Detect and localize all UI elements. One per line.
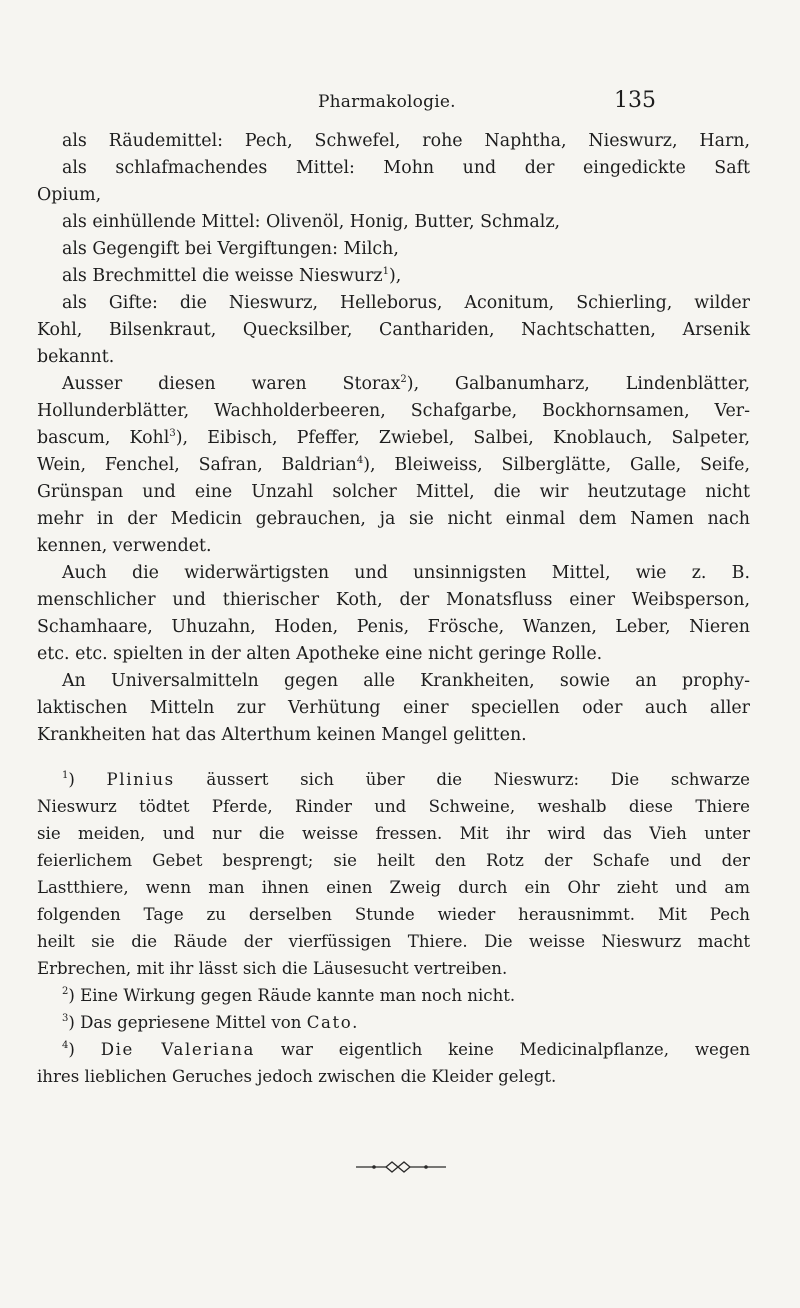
text-line: mehr in der Medicin gebrauchen, ja sie nicht einmal dem Namen nach bbox=[37, 509, 750, 529]
footnote-mark: 4 bbox=[62, 1040, 69, 1051]
text-line: kennen, verwendet. bbox=[37, 536, 212, 556]
plant-name: Die Valeriana bbox=[100, 1040, 255, 1059]
page-number: 135 bbox=[614, 88, 656, 113]
text-line: als Gegengift bei Vergiftungen: Milch, bbox=[62, 239, 399, 259]
footnote-3: $^3$) Das gepriesene Mittel von Cato. bbox=[62, 1013, 359, 1032]
footnote-ref: 3 bbox=[169, 428, 176, 439]
text-line: Auch die widerwärtigsten und unsinnigsten Mittel, wie z. B. bbox=[62, 563, 750, 583]
text-line: An Universalmitteln gegen alle Krankheiten, sowie an prophy- bbox=[62, 671, 750, 691]
text-line: bekannt. bbox=[37, 347, 115, 367]
text-line: bascum, Kohl$^3$), Eibisch, Pfeffer, Zwiebel, Salbei, Knoblauch, Salpeter, bbox=[37, 428, 750, 448]
page-header bbox=[0, 88, 800, 118]
footnote-line: Lastthiere, wenn man ihnen einen Zweig durch ein Ohr zieht und am bbox=[37, 878, 750, 897]
footnote-line: ihres lieblichen Geruches jedoch zwischen die Kleider gelegt. bbox=[37, 1067, 557, 1086]
footnote-2: $^2$) Eine Wirkung gegen Räude kannte man noch nicht. bbox=[62, 986, 516, 1005]
footnote-mark: 3 bbox=[62, 1013, 69, 1024]
footnote-ref: 4 bbox=[356, 455, 364, 466]
footnote-line: feierlichem Gebet besprengt; sie heilt den Rotz der Schafe und der bbox=[37, 851, 750, 870]
footnote-line: sie meiden, und nur die weisse fressen. Mit ihr wird das Vieh unter bbox=[37, 824, 750, 843]
text-line: laktischen Mitteln zur Verhütung einer speciellen oder auch aller bbox=[37, 698, 750, 718]
text-line: Kohl, Bilsenkraut, Quecksilber, Canthariden, Nachtschatten, Arsenik bbox=[37, 320, 750, 340]
footnote-line: heilt sie die Räude der vierfüssigen Thiere. Die weisse Nieswurz macht bbox=[37, 932, 750, 951]
footnote-ref: 2 bbox=[400, 374, 407, 385]
end-ornament-icon bbox=[356, 1160, 446, 1174]
footnote-line: folgenden Tage zu derselben Stunde wieder herausnimmt. Mit Pech bbox=[37, 905, 750, 924]
text-line: Ausser diesen waren Storax$^2$), Galbanumharz, Lindenblätter, bbox=[62, 374, 750, 394]
text-line: Opium, bbox=[37, 185, 102, 205]
footnote-mark: 1 bbox=[62, 770, 69, 781]
text-line: als Brechmittel die weisse Nieswurz$^1$), bbox=[62, 266, 402, 286]
footnote-mark: 2 bbox=[62, 986, 69, 997]
footnote-4: $^4$) Die Valeriana war eigentlich keine Medicinalpflanze, wegen bbox=[62, 1040, 751, 1059]
text-line: etc. etc. spielten in der alten Apotheke eine nicht geringe Rolle. bbox=[37, 644, 603, 664]
author-name: Plinius bbox=[106, 770, 175, 789]
text-line: als Räudemittel: Pech, Schwefel, rohe Naphtha, Nieswurz, Harn, bbox=[62, 131, 750, 151]
text-line: als schlafmachendes Mittel: Mohn und der eingedickte Saft bbox=[62, 158, 750, 178]
footnote-1: $^1$) Plinius äussert sich über die Nieswurz: Die schwarze bbox=[62, 770, 751, 789]
text-line: Wein, Fenchel, Safran, Baldrian$^4$), Bleiweiss, Silberglätte, Galle, Seife, bbox=[37, 455, 750, 475]
text-line: Hollunderblätter, Wachholderbeeren, Schafgarbe, Bockhornsamen, Ver- bbox=[37, 401, 750, 421]
text-line: als Gifte: die Nieswurz, Helleborus, Aconitum, Schierling, wilder bbox=[62, 293, 750, 313]
text-line: Grünspan und eine Unzahl solcher Mittel, die wir heutzutage nicht bbox=[37, 482, 750, 502]
text-line: Krankheiten hat das Alterthum keinen Mangel gelitten. bbox=[37, 725, 527, 745]
footnote-line: Erbrechen, mit ihr lässt sich die Läusesucht vertreiben. bbox=[37, 959, 508, 978]
author-name: Cato. bbox=[306, 1013, 359, 1032]
footnote-ref: 1 bbox=[382, 266, 389, 277]
running-title: Pharmakologie. bbox=[318, 92, 456, 112]
footnote-line: Nieswurz tödtet Pferde, Rinder und Schweine, weshalb diese Thiere bbox=[37, 797, 750, 816]
text-line: Schamhaare, Uhuzahn, Hoden, Penis, Frösche, Wanzen, Leber, Nieren bbox=[37, 617, 750, 637]
text-line: menschlicher und thierischer Koth, der Monatsfluss einer Weibsperson, bbox=[37, 590, 750, 610]
text-line: als einhüllende Mittel: Olivenöl, Honig, Butter, Schmalz, bbox=[62, 212, 561, 232]
